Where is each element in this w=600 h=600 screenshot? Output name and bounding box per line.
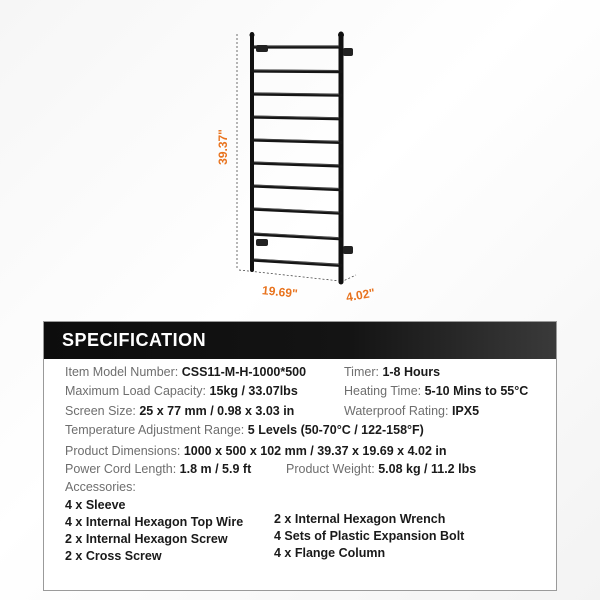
rack-bar bbox=[252, 71, 341, 72]
power-cord-row bbox=[65, 462, 251, 476]
specification-header bbox=[44, 322, 556, 359]
waterproof-value: IPX5 bbox=[451, 404, 480, 418]
temp-adjust-row bbox=[65, 423, 424, 437]
waterproof-row bbox=[344, 404, 479, 418]
screen-size-row bbox=[65, 404, 294, 418]
heating-time-value: 5-10 Mins to 55°C bbox=[424, 384, 529, 398]
heating-time-label: Heating Time: bbox=[344, 384, 422, 398]
accessory-item: 4 x Internal Hexagon Top Wire bbox=[65, 515, 244, 529]
width-dimension-line bbox=[239, 270, 340, 281]
temp-adjust-value: 5 Levels (50-70°C / 122-158°F) bbox=[247, 423, 424, 437]
product-dims-row bbox=[65, 444, 447, 458]
screen-size-label: Screen Size: bbox=[65, 404, 136, 418]
rack-mount-bracket bbox=[343, 246, 353, 254]
power-cord-label: Power Cord Length: bbox=[65, 462, 177, 476]
specification-panel bbox=[43, 321, 557, 591]
accessory-item: 4 x Sleeve bbox=[65, 498, 126, 512]
specification-title: SPECIFICATION bbox=[62, 330, 207, 350]
item-model-label: Item Model Number: bbox=[65, 365, 179, 379]
max-load-label: Maximum Load Capacity: bbox=[65, 384, 207, 398]
timer-label: Timer: bbox=[344, 365, 379, 379]
heating-time-row bbox=[344, 384, 528, 398]
item-model-row bbox=[65, 365, 306, 379]
product-weight-label: Product Weight: bbox=[286, 462, 375, 476]
max-load-row bbox=[65, 384, 298, 398]
accessory-item: 2 x Internal Hexagon Screw bbox=[65, 532, 228, 546]
timer-row bbox=[344, 365, 440, 379]
accessories-label: Accessories: bbox=[65, 480, 136, 494]
rack-bar bbox=[252, 234, 341, 239]
rack-post-cap bbox=[250, 33, 255, 38]
product-dims-label: Product Dimensions: bbox=[65, 444, 181, 458]
rack-mount-bracket bbox=[343, 48, 353, 56]
product-dims-value: 1000 x 500 x 102 mm / 39.37 x 19.69 x 4.02 in bbox=[183, 444, 447, 458]
waterproof-label: Waterproof Rating: bbox=[344, 404, 449, 418]
depth-dimension-label: 4.02" bbox=[345, 285, 377, 305]
max-load-value: 15kg / 33.07lbs bbox=[209, 384, 298, 398]
accessory-item: 2 x Internal Hexagon Wrench bbox=[274, 512, 446, 526]
width-dimension-label: 19.69" bbox=[261, 283, 299, 301]
product-weight-value: 5.08 kg / 11.2 lbs bbox=[378, 462, 477, 476]
temp-adjust-label: Temperature Adjustment Range: bbox=[65, 423, 245, 437]
rack-mount-bracket bbox=[256, 45, 268, 52]
rack-bar bbox=[252, 260, 341, 265]
power-cord-value: 1.8 m / 5.9 ft bbox=[179, 462, 252, 476]
item-model-value: CSS11-M-H-1000*500 bbox=[181, 365, 307, 379]
timer-value: 1-8 Hours bbox=[382, 365, 441, 379]
accessory-item: 2 x Cross Screw bbox=[65, 549, 162, 563]
accessory-item: 4 Sets of Plastic Expansion Bolt bbox=[274, 529, 465, 543]
accessory-item: 4 x Flange Column bbox=[274, 546, 386, 560]
screen-size-value: 25 x 77 mm / 0.98 x 3.03 in bbox=[139, 404, 295, 418]
product-weight-row bbox=[286, 462, 476, 476]
rack-mount-bracket bbox=[256, 239, 268, 246]
rack-post-cap bbox=[338, 32, 344, 38]
height-dimension-label: 39.37" bbox=[216, 129, 230, 165]
towel-rack bbox=[250, 32, 354, 282]
rack-bar bbox=[252, 209, 341, 213]
